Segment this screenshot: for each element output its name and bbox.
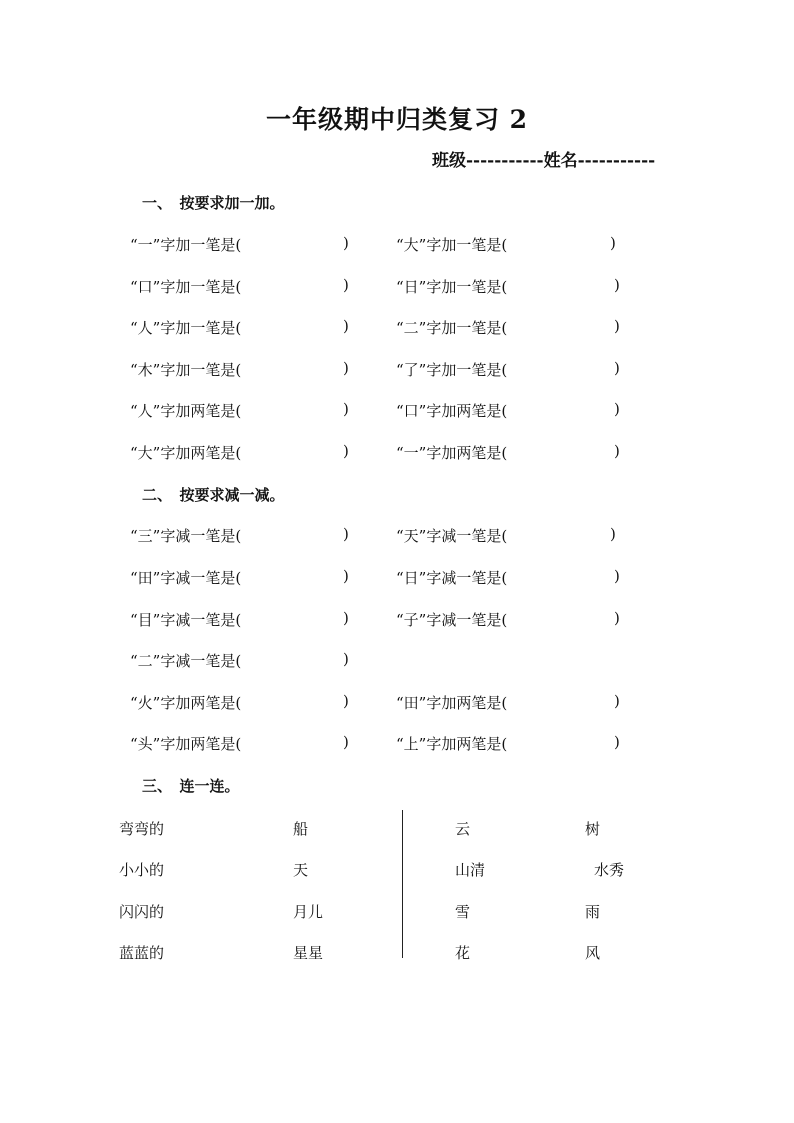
class-name-line: 班级-----------姓名----------- bbox=[432, 151, 656, 171]
exercise-close-paren: ) bbox=[614, 276, 620, 294]
section-heading-connect: 三、 连一连。 bbox=[142, 777, 240, 795]
exercise-item: “木”字加一笔是( bbox=[130, 361, 242, 379]
exercise-close-paren: ) bbox=[614, 692, 620, 710]
exercise-item: “三”字减一笔是( bbox=[130, 527, 242, 545]
exercise-close-paren: ) bbox=[343, 317, 349, 335]
exercise-item: “二”字加一笔是( bbox=[396, 319, 508, 337]
page-title: 一年级期中归类复习 2 bbox=[265, 105, 529, 134]
exercise-item: “一”字加一笔是( bbox=[130, 236, 242, 254]
exercise-item: “人”字加两笔是( bbox=[130, 402, 242, 420]
connect-word: 闪闪的 bbox=[119, 903, 165, 921]
exercise-close-paren: ) bbox=[343, 234, 349, 252]
exercise-close-paren: ) bbox=[343, 442, 349, 460]
exercise-close-paren: ) bbox=[343, 525, 349, 543]
exercise-item: “头”字加两笔是( bbox=[130, 735, 242, 753]
connect-word: 风 bbox=[585, 944, 601, 962]
exercise-item: “大”字加两笔是( bbox=[130, 444, 242, 462]
exercise-item: “二”字减一笔是( bbox=[130, 652, 242, 670]
exercise-close-paren: ) bbox=[614, 359, 620, 377]
exercise-close-paren: ) bbox=[343, 733, 349, 751]
connect-word: 蓝蓝的 bbox=[119, 944, 165, 962]
exercise-item: “日”字减一笔是( bbox=[396, 569, 508, 587]
connect-word: 云 bbox=[455, 820, 471, 838]
exercise-close-paren: ) bbox=[614, 609, 620, 627]
exercise-close-paren: ) bbox=[614, 317, 620, 335]
column-divider bbox=[402, 810, 403, 958]
connect-word: 山清 bbox=[455, 861, 486, 879]
connect-word: 花 bbox=[455, 944, 471, 962]
exercise-close-paren: ) bbox=[614, 442, 620, 460]
connect-word: 树 bbox=[585, 820, 601, 838]
exercise-item: “一”字加两笔是( bbox=[396, 444, 508, 462]
exercise-item: “田”字减一笔是( bbox=[130, 569, 242, 587]
connect-word: 雪 bbox=[455, 903, 471, 921]
exercise-item: “田”字加两笔是( bbox=[396, 694, 508, 712]
exercise-close-paren: ) bbox=[343, 359, 349, 377]
exercise-close-paren: ) bbox=[610, 234, 616, 252]
connect-word: 水秀 bbox=[594, 861, 625, 879]
exercise-item: “天”字减一笔是( bbox=[396, 527, 508, 545]
connect-word: 小小的 bbox=[119, 861, 165, 879]
section-heading-add: 一、 按要求加一加。 bbox=[142, 194, 285, 212]
exercise-item: “子”字减一笔是( bbox=[396, 611, 508, 629]
exercise-item: “日”字加一笔是( bbox=[396, 278, 508, 296]
exercise-close-paren: ) bbox=[343, 400, 349, 418]
exercise-item: “目”字减一笔是( bbox=[130, 611, 242, 629]
connect-word: 星星 bbox=[293, 944, 324, 962]
section-heading-subtract: 二、 按要求减一减。 bbox=[142, 486, 285, 504]
exercise-close-paren: ) bbox=[343, 609, 349, 627]
exercise-item: “大”字加一笔是( bbox=[396, 236, 508, 254]
exercise-item: “口”字加两笔是( bbox=[396, 402, 508, 420]
exercise-close-paren: ) bbox=[614, 400, 620, 418]
exercise-close-paren: ) bbox=[614, 733, 620, 751]
exercise-item: “人”字加一笔是( bbox=[130, 319, 242, 337]
connect-word: 月儿 bbox=[293, 903, 324, 921]
exercise-item: “口”字加一笔是( bbox=[130, 278, 242, 296]
exercise-item: “火”字加两笔是( bbox=[130, 694, 242, 712]
exercise-close-paren: ) bbox=[343, 692, 349, 710]
exercise-close-paren: ) bbox=[343, 650, 349, 668]
exercise-item: “上”字加两笔是( bbox=[396, 735, 508, 753]
connect-word: 雨 bbox=[585, 903, 601, 921]
connect-word: 弯弯的 bbox=[119, 820, 165, 838]
exercise-close-paren: ) bbox=[343, 276, 349, 294]
exercise-close-paren: ) bbox=[614, 567, 620, 585]
exercise-close-paren: ) bbox=[610, 525, 616, 543]
exercise-close-paren: ) bbox=[343, 567, 349, 585]
connect-word: 天 bbox=[293, 861, 309, 879]
connect-word: 船 bbox=[293, 820, 309, 838]
exercise-item: “了”字加一笔是( bbox=[396, 361, 508, 379]
